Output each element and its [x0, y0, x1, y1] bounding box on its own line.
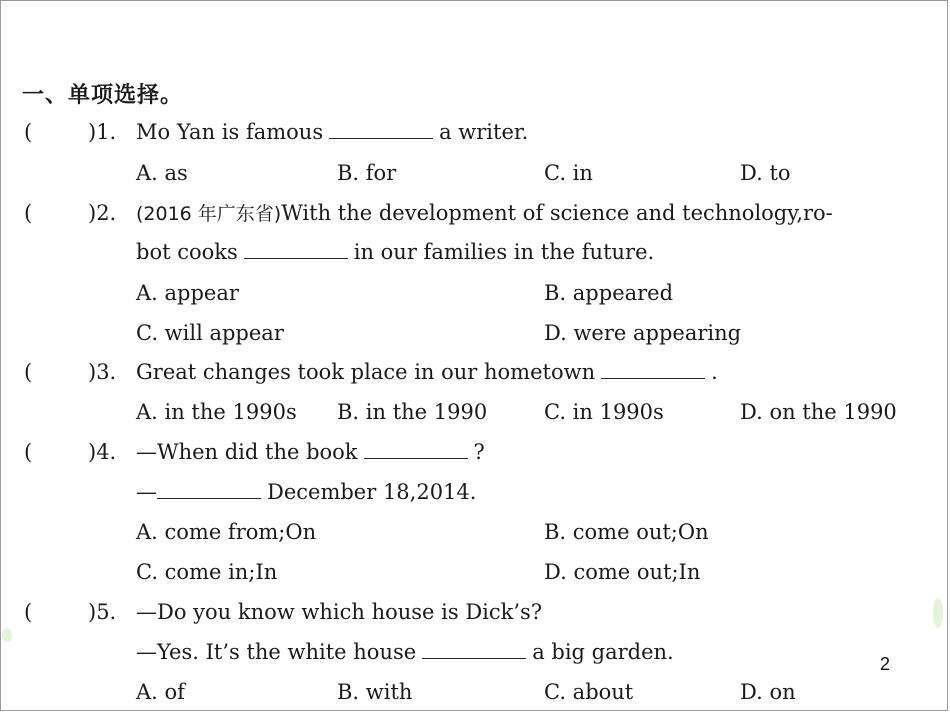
- answer-blank: [422, 638, 526, 659]
- decorative-leaf: [933, 598, 943, 628]
- option-a: A. of: [136, 680, 185, 704]
- question-source: (2016 年广东省): [136, 203, 282, 225]
- option-c: C. come in;In: [136, 560, 278, 584]
- question-stem: [136, 118, 528, 146]
- option-d: D. were appearing: [544, 321, 742, 345]
- question-answer-line: [136, 638, 674, 666]
- page-number: 2: [880, 654, 891, 674]
- question-number: )2.: [88, 201, 117, 225]
- answer-blank: [329, 118, 433, 139]
- option-b: B. in the 1990: [337, 400, 488, 424]
- section-title: 一、单项选择。: [22, 83, 184, 108]
- question-number: )5.: [88, 600, 117, 624]
- option-a: A. come from;On: [136, 520, 317, 544]
- answer-paren: (: [24, 600, 33, 624]
- stem-text: —When did the book: [136, 440, 358, 464]
- stem-text: a big garden.: [532, 640, 674, 664]
- option-d: D. on the 1990: [740, 400, 897, 424]
- stem-text: With the development of science and technology,ro-: [281, 201, 833, 225]
- stem-text: December 18,2014.: [267, 480, 477, 504]
- option-a: A. appear: [136, 281, 239, 305]
- option-c: C. will appear: [136, 321, 284, 345]
- option-d: D. come out;In: [544, 560, 701, 584]
- question-number: )1.: [88, 120, 117, 144]
- question-number: )3.: [88, 360, 117, 384]
- stem-text: Great changes took place in our hometown: [136, 360, 596, 384]
- option-b: B. appeared: [544, 281, 674, 305]
- question-number: )4.: [88, 440, 117, 464]
- stem-text: Mo Yan is famous: [136, 120, 324, 144]
- answer-blank: [157, 478, 261, 499]
- question-stem: [136, 358, 718, 386]
- question-answer-line: [136, 478, 476, 506]
- question-stem: [136, 438, 485, 466]
- decorative-leaf: [2, 628, 12, 642]
- option-c: C. in 1990s: [544, 400, 664, 424]
- question-stem: [136, 199, 833, 228]
- option-b: B. with: [337, 680, 413, 704]
- stem-text: —: [136, 480, 157, 504]
- stem-text: .: [711, 360, 718, 384]
- option-a: A. in the 1990s: [136, 400, 297, 424]
- option-b: B. come out;On: [544, 520, 709, 544]
- option-d: D. on: [740, 680, 796, 704]
- answer-paren: (: [24, 360, 33, 384]
- option-d: D. to: [740, 161, 791, 185]
- stem-text: —Yes. It’s the white house: [136, 640, 417, 664]
- option-c: C. about: [544, 680, 634, 704]
- stem-text: in our families in the future.: [353, 240, 655, 264]
- stem-text: a writer.: [439, 120, 529, 144]
- option-a: A. as: [136, 161, 188, 185]
- option-c: C. in: [544, 161, 593, 185]
- answer-paren: (: [24, 120, 33, 144]
- option-b: B. for: [337, 161, 397, 185]
- stem-text: ?: [473, 440, 485, 464]
- question-stem-continued: [136, 238, 654, 266]
- answer-paren: (: [24, 201, 33, 225]
- answer-blank: [601, 358, 705, 379]
- stem-text: bot cooks: [136, 240, 238, 264]
- answer-paren: (: [24, 440, 33, 464]
- question-stem: —Do you know which house is Dick’s?: [136, 600, 543, 624]
- answer-blank: [364, 438, 468, 459]
- answer-blank: [244, 238, 348, 259]
